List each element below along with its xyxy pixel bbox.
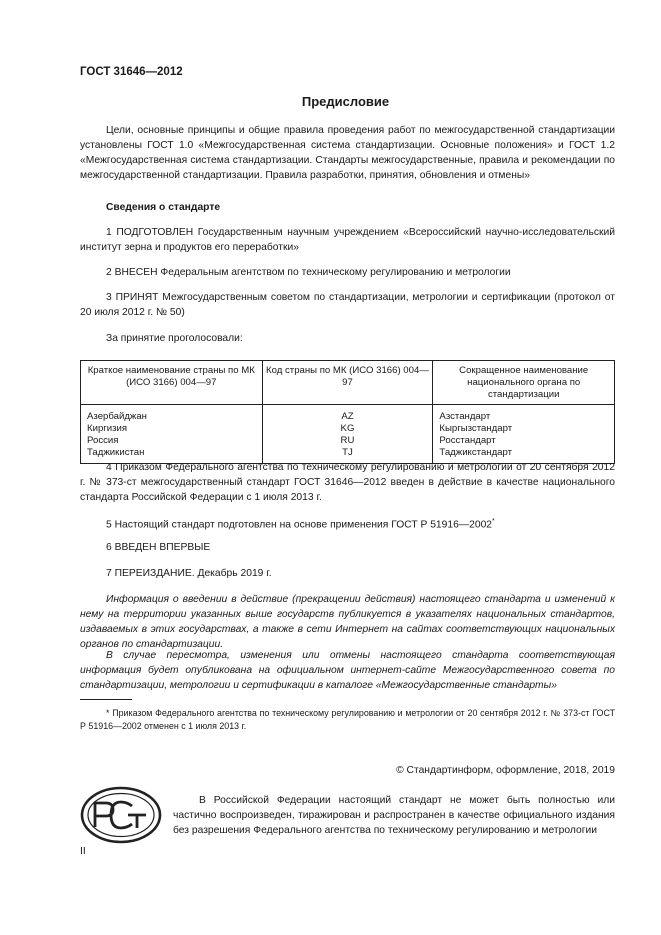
document-id: ГОСТ 31646—2012 xyxy=(80,66,183,78)
item-1: 1 ПОДГОТОВЛЕН Государственным научным учреждением «Всероссийский научно-исследовательский институт зерна и продуктов его переработки» xyxy=(80,227,615,253)
country-cell: Таджикистан xyxy=(81,447,263,464)
item-5 xyxy=(80,514,615,532)
table-row xyxy=(81,435,615,447)
item-2: 2 ВНЕСЕН Федеральным агентством по техническому регулированию и метрологии xyxy=(106,267,511,278)
table-row xyxy=(81,405,615,424)
table-header-body: Сокращенное наименование национального органа по стандартизации xyxy=(433,361,615,405)
footnote-divider xyxy=(80,699,132,700)
body-cell: Таджикстандарт xyxy=(433,447,615,464)
rights-notice: В Российской Федерации настоящий стандарт не может быть полностью или частично воспроизведен, тиражирован и распространен в качестве официального издания без разрешения Федерального агентства по техническому регулированию и метрологии xyxy=(173,795,615,836)
table-header-country: Краткое наименование страны по МК (ИСО 3166) 004—97 xyxy=(81,361,263,405)
info-note: Информация о введении в действие (прекращении действия) настоящего стандарта и изменений к нему на территории указанных выше государств публикуется в указателях национальных стандартов, издаваемых в этих государствах, а также в сети Интернет на сайтах соответствующих национальных органов по стандартизации. xyxy=(80,594,615,650)
code-cell: KG xyxy=(262,423,433,435)
body-cell: Кыргызстандарт xyxy=(433,423,615,435)
code-cell: TJ xyxy=(262,447,433,464)
code-cell: RU xyxy=(262,435,433,447)
country-cell: Россия xyxy=(81,435,263,447)
voted-label: За принятие проголосовали: xyxy=(106,333,243,344)
intro-paragraph: Цели, основные принципы и общие правила проведения работ по межгосударственной стандартизации установлены ГОСТ 1.0 «Межгосударственная система стандартизации. Основные положения» и ГОСТ 1.2 «Межгосударственная система стандартизации. Стандарты межгосударственные, правила и рекомендации по межгосударственной стандартизации. Правила разработки, принятия, обновления и отмены» xyxy=(80,125,615,181)
gost-seal-logo xyxy=(80,786,162,844)
footnote-mark: * xyxy=(492,518,495,525)
item-3: 3 ПРИНЯТ Межгосударственным советом по стандартизации, метрологии и сертификации (протокол от 20 июля 2012 г. № 50) xyxy=(80,292,615,318)
code-cell: AZ xyxy=(262,405,433,424)
votes-table xyxy=(80,360,615,464)
country-cell: Азербайджан xyxy=(81,405,263,424)
table-row xyxy=(81,423,615,435)
section-heading: Сведения о стандарте xyxy=(106,202,221,213)
footnote: * Приказом Федерального агентства по техническому регулированию и метрологии от 20 сентября 2012 г. № 373-ст ГОСТ Р 51916—2002 отменен с 1 июля 2013 г. xyxy=(80,708,615,731)
table-header-code: Код страны по МК (ИСО 3166) 004—97 xyxy=(262,361,433,405)
item-7: 7 ПЕРЕИЗДАНИЕ. Декабрь 2019 г. xyxy=(106,568,272,579)
gost-seal-icon xyxy=(80,786,162,844)
table-header-row xyxy=(81,361,615,405)
body-cell: Росстандарт xyxy=(433,435,615,447)
page-title: Предисловие xyxy=(301,94,390,109)
copyright: © Стандартинформ, оформление, 2018, 2019 xyxy=(396,765,615,776)
item-6: 6 ВВЕДЕН ВПЕРВЫЕ xyxy=(106,542,211,553)
item-4: 4 Приказом Федерального агентства по техническому регулированию и метрологии от 20 сентября 2012 г. № 373-ст межгосударственный стандарт ГОСТ 31646—2012 введен в действие в качестве национального стандарта Российской Федерации с 1 июля 2013 г. xyxy=(80,462,615,503)
item-5-text: 5 Настоящий стандарт подготовлен на основе применения ГОСТ Р 51916—2002 xyxy=(106,519,493,531)
body-cell: Азстандарт xyxy=(433,405,615,424)
page-number: II xyxy=(80,846,86,857)
country-cell: Киргизия xyxy=(81,423,263,435)
revision-note: В случае пересмотра, изменения или отмены настоящего стандарта соответствующая информация будет опубликована на официальном интернет-сайте Межгосударственного совета по стандартизации, метрологии и сертификации в каталоге «Межгосударственные стандарты» xyxy=(80,650,615,691)
